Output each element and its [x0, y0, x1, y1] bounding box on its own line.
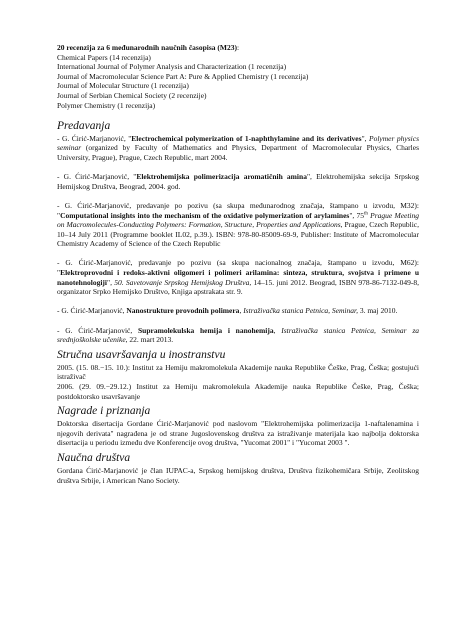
lecture-1-sep: ", — [361, 133, 369, 143]
lecture-3-title: Computational insights into the mechanism of the oxidative polymerization of arylamines — [60, 210, 350, 220]
lecture-6-title: Supramolekulska hemija i nanohemija — [137, 325, 274, 335]
lecture-2-title: Elektrohemijska polimerizacija aromatičnih amina — [136, 172, 307, 182]
lecture-5-date: 3. maj 2010. — [357, 306, 398, 316]
lecture-5-title: Nanostrukture provodnih polimera — [126, 306, 240, 316]
lecture-3 — [57, 201, 419, 249]
lecture-6 — [57, 326, 419, 345]
lecture-1-venue: Polymer physics seminar — [57, 133, 419, 153]
training-heading: Stručna usavršavanja u inostranstvu — [57, 348, 226, 361]
lecture-5 — [57, 306, 419, 316]
lecture-3-details: , Prague, Czech Republic, 10–14 July 2011 (Programme booklet IL02, p.39.). ISBN: 978-80-85009-69-9, Publisher: Institute of Macromolecular Chemistry Academy of Science of the Czech Republic — [57, 220, 419, 249]
lecture-4-details: , 14–15. juni 2012. Beograd, ISBN 978-86-7132-049-8, organizator Srpko Hemijsko Društvo, Knjiga apstrakata str. 9. — [57, 277, 419, 297]
lecture-1-author: - G. Ćirić-Marjanović, " — [57, 133, 132, 143]
lecture-3-ordinal: th — [364, 211, 368, 216]
lecture-4-author: - G. Ćirić-Marjanović, predavanje po pozivu (sa skupa nacionalnog značaja, štampano u izvodu, M62): " — [57, 258, 419, 278]
reviews-heading-colon: : — [236, 43, 240, 52]
societies-text: Gordana Ćirić-Marjanović je član IUPAC-a, Srpskog hemijskog društva, Društva fizikohemičara Srbije, Zeolitskog društva Srbije, i American Nano Society. — [57, 465, 419, 485]
review-item: Journal of Serbian Chemical Society (2 recenzije) — [57, 90, 207, 100]
lecture-2-author: - G. Ćirić-Marjanović, " — [57, 172, 137, 182]
lecture-3-sep: ", 75 — [349, 210, 365, 220]
training-item-1: 2005. (15. 08.−15. 10.): Institut za Hemiju makromolekula Akademije nauka Republike Češke, Prag, Češka; gostujući istraživač — [57, 362, 419, 382]
lecture-5-sep: , — [239, 306, 244, 316]
lecture-4-sep: ", — [107, 277, 115, 287]
lecture-4-title: Elektroprovodni i redoks-aktivni oligomeri i polimeri arilamina: sinteza, struktura, svojstva i primene u nanotehnologiji — [57, 268, 419, 287]
training-item-2: 2006. (29. 09.−29.12.) Institut za Hemiju makromolekula Akademije nauka Republike Češke, Prag, Češka; postdoktorsko usavršavanje — [57, 382, 419, 401]
lecture-2 — [57, 172, 419, 191]
lecture-3-author: - G. Ćirić-Marjanović, predavanje po pozivu (sa skupa međunarodnog značaja, štampano u izvodu, M32): " — [57, 200, 419, 220]
lecture-1-details: (organized by Faculty of Mathematics and Physics, Department of Macromolecular Physics, Charles University, Prague), Prague, Czech Republic, mart 2004. — [57, 143, 419, 162]
lecture-6-date: , 22. mart 2013. — [125, 335, 174, 345]
lecture-5-author: - G. Ćirić-Marjanović, — [57, 306, 127, 316]
lecture-4-venue: 50. Savetovanje Srpskog Hemijskog Društva — [114, 277, 250, 287]
lecture-1 — [57, 134, 419, 163]
lecture-2-details: ", Elektrohemijska sekcija Srpskog Hemijskog Društva, Beograd, 2004. god. — [57, 172, 420, 191]
reviews-heading-line — [57, 43, 419, 53]
lecture-6-author: - G. Ćirić-Marjanović, — [57, 325, 138, 335]
reviews-heading: 20 recenzija za 6 međunarodnih naučnih časopisa (M23) — [57, 43, 237, 52]
lecture-6-venue: Istraživačka stanica Petnica, Seminar za srednjoškolske učenike — [57, 325, 419, 345]
awards-text: Doktorska disertacija Gordane Ćirić-Marjanović pod naslovom "Elektrohemijska polimerizacija 1-naftalenamina i njegovih derivata" nagrađena je od strane Jugoslovenskog društva za istraživanje materijala kao najbolja doktorska disertacija u periodu između dve Konferencije ovog društva, "Yucomat 2001" i "Yucomat 2003 ". — [57, 419, 419, 448]
awards-heading: Nagrade i priznanja — [57, 405, 151, 418]
lecture-6-sep: , — [273, 325, 282, 335]
lectures-heading: Predavanja — [57, 119, 111, 132]
review-item: Journal of Macromolecular Science Part A: Pure & Applied Chemistry (1 recenzija) — [57, 71, 309, 81]
lecture-5-venue: Istraživačka stanica Petnica, Seminar, — [243, 306, 358, 316]
lecture-4 — [57, 258, 419, 296]
review-item: International Journal of Polymer Analysis and Characterization (1 recenzija) — [57, 62, 287, 72]
review-item: Chemical Papers (14 recenzija) — [57, 52, 151, 62]
lecture-3-venue: Prague Meeting on Macromolecules-Conducting Polymers: Formation, Structure, Properties and Applications — [57, 210, 420, 230]
review-item: Polymer Chemistry (1 recenzija) — [57, 100, 156, 110]
reviews-section — [57, 43, 419, 110]
review-item: Journal of Molecular Structure (1 recenzija) — [57, 81, 189, 91]
lecture-1-title: Electrochemical polymerization of 1-naphthylamine and its derivatives — [131, 133, 362, 143]
societies-heading: Naučna društva — [57, 451, 131, 464]
